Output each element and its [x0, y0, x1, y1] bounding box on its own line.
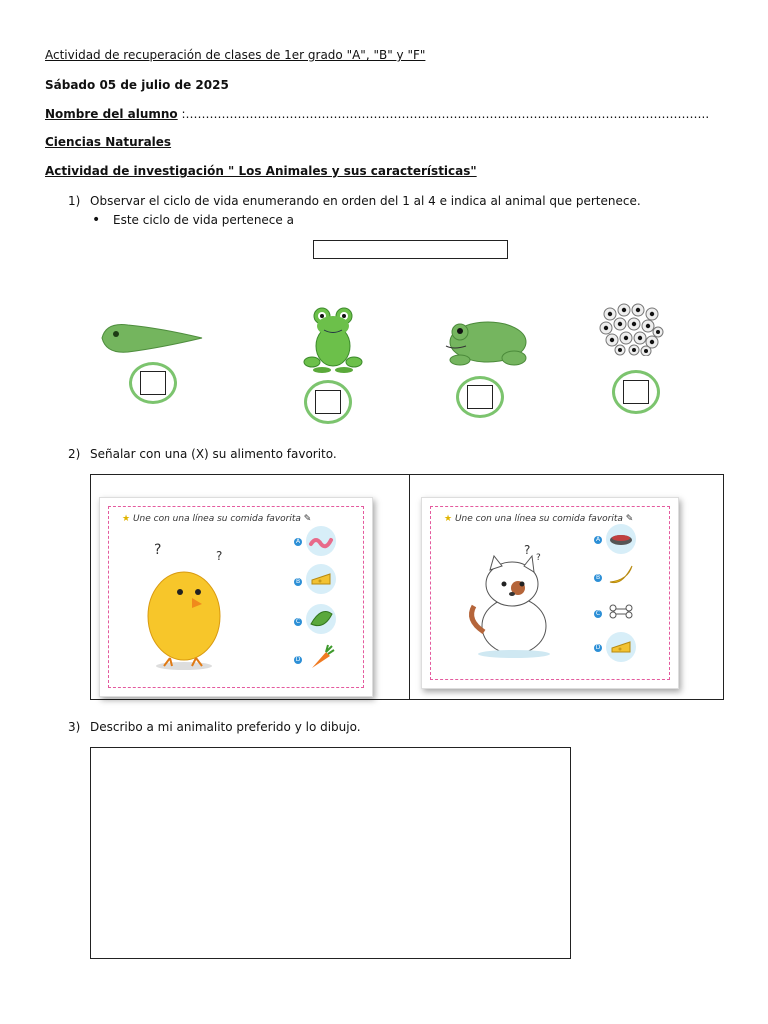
pencil-icon: ✎: [625, 514, 634, 524]
chick-option-c-letter: C: [295, 618, 301, 625]
frog-eggs-image: [598, 302, 664, 356]
chick-food-card: [99, 497, 373, 697]
cat-option-a-letter: A: [595, 536, 601, 543]
stage-4-check[interactable]: [612, 370, 660, 414]
worm-icon[interactable]: [306, 526, 336, 556]
cheese-icon[interactable]: [306, 564, 336, 594]
tadpole-image: [100, 316, 204, 356]
student-name-line: [45, 107, 709, 121]
cat-food-card: [421, 497, 679, 689]
stage-2-check[interactable]: [304, 380, 352, 424]
cat-card-header: ★ Une con una línea su comida favorita ✎: [444, 514, 634, 524]
star-icon: ★: [122, 514, 131, 524]
stage-1-check[interactable]: [129, 362, 177, 404]
activity-title-line: Actividad de recuperación de clases de 1er grado "A", "B" y "F": [45, 48, 426, 62]
q1-bullet-text: Este ciclo de vida pertenece a: [113, 213, 294, 227]
activity-heading: Actividad de investigación " Los Animales y sus características": [45, 164, 477, 178]
q3-drawing-box[interactable]: [90, 747, 571, 959]
chick-card-header: ★ Une con una línea su comida favorita ✎: [122, 514, 312, 524]
bowl-icon[interactable]: [606, 524, 636, 554]
life-cycle-strip: [96, 298, 736, 428]
q2-table-divider: [409, 475, 410, 699]
chick-option-d-letter: D: [295, 656, 301, 663]
q1-text: Observar el ciclo de vida enumerando en orden del 1 al 4 e indica al animal que pertenece.: [90, 194, 641, 208]
q1-bullet: •: [92, 212, 101, 228]
student-name-label: Nombre del alumno: [45, 107, 178, 121]
q1-answer-box[interactable]: [313, 240, 508, 259]
star-icon: ★: [444, 514, 453, 524]
cat-option-b-letter: B: [595, 574, 601, 581]
student-name-dots: :…………………………………………………………………………………………………………………..: [177, 107, 710, 121]
bone-icon[interactable]: [606, 596, 636, 626]
leaf-icon[interactable]: [306, 604, 336, 634]
cheese-icon[interactable]: [606, 632, 636, 662]
pencil-icon: ✎: [303, 514, 312, 524]
q2-table: [90, 474, 724, 700]
svg-text:?: ?: [154, 542, 162, 558]
svg-text:?: ?: [216, 549, 223, 563]
date-line: Sábado 05 de julio de 2025: [45, 78, 229, 92]
cat-option-d-letter: D: [595, 644, 601, 651]
carrot-icon[interactable]: [306, 642, 336, 672]
svg-text:?: ?: [524, 543, 531, 557]
subject-title: Ciencias Naturales: [45, 135, 172, 149]
young-frog-image: [302, 304, 364, 374]
stage-3-check[interactable]: [456, 376, 504, 418]
chick-option-b-letter: B: [295, 578, 301, 585]
q1-number: 1): [68, 194, 81, 208]
cat-option-c-letter: C: [595, 610, 601, 617]
banana-icon[interactable]: [606, 560, 636, 590]
q2-number: 2): [68, 447, 81, 461]
chick-image: [140, 542, 230, 672]
q3-text: Describo a mi animalito preferido y lo dibujo.: [90, 720, 361, 734]
svg-text:?: ?: [536, 553, 541, 563]
adult-frog-image: [440, 316, 530, 368]
q3-number: 3): [68, 720, 81, 734]
q2-text: Señalar con una (X) su alimento favorito.: [90, 447, 337, 461]
chick-option-a-letter: A: [295, 538, 301, 545]
cat-image: [454, 540, 564, 660]
